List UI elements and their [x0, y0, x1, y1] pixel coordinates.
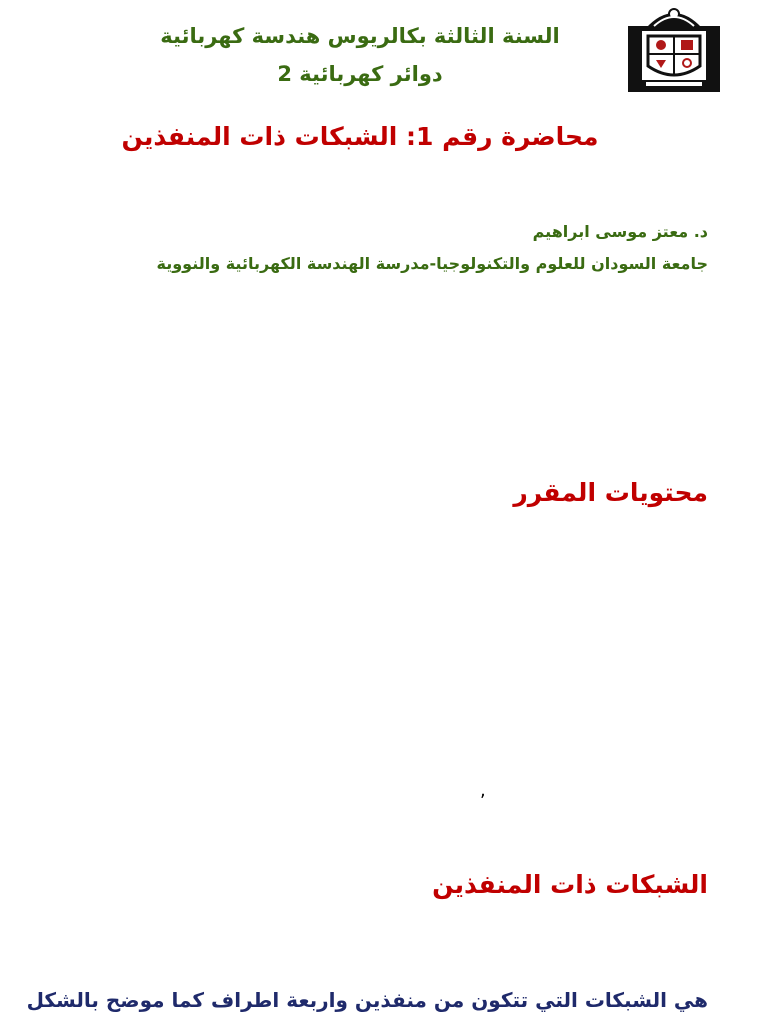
stray-mark: , — [480, 780, 486, 801]
header-line-2: دوائر كهربائية 2 — [277, 62, 443, 86]
contents-heading: محتويات المقرر — [513, 478, 708, 507]
header-line-1: السنة الثالثة بكالريوس هندسة كهربائية — [160, 24, 560, 48]
author-name: د. معتز موسى ابراهيم — [532, 222, 708, 241]
author-affiliation: جامعة السودان للعلوم والتكنولوجيا-مدرسة الهندسة الكهربائية والنووية — [156, 254, 708, 273]
section-title: الشبكات ذات المنفذين — [432, 870, 708, 899]
university-crest-icon — [620, 4, 728, 96]
section-body-text: هي الشبكات التي تتكون من منفذين واربعة اطراف كما موضح بالشكل — [26, 988, 708, 1012]
lecture-title: محاضرة رقم 1: الشبكات ذات المنفذين — [121, 122, 599, 151]
